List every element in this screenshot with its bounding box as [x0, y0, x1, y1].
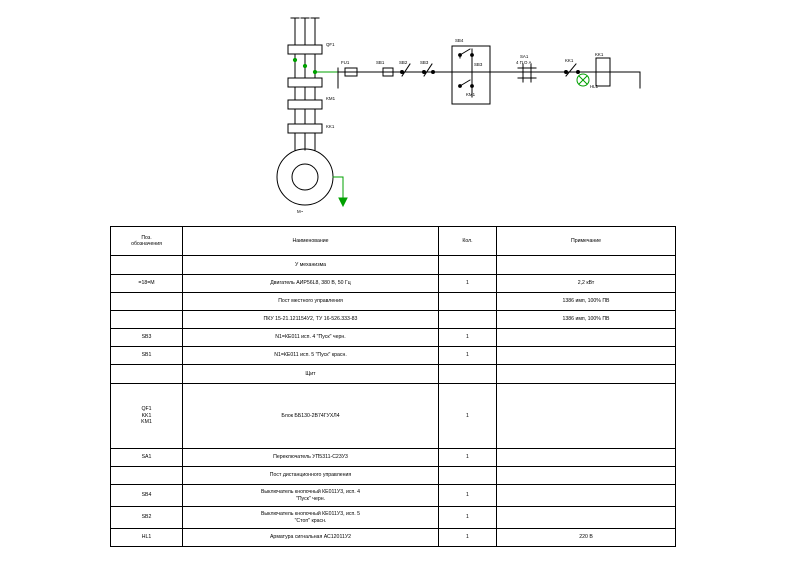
label-qf1: QF1	[326, 42, 335, 47]
cell-note	[497, 329, 676, 347]
cell-pos: HL1	[111, 529, 183, 547]
cell-note	[497, 485, 676, 507]
cell-pos	[111, 384, 183, 449]
cell-name-line: "Пуск" черн.	[295, 495, 326, 502]
label-fu1: FU1	[341, 60, 350, 65]
cell-qty: 1	[439, 449, 497, 467]
schematic-svg	[0, 0, 787, 222]
cell-qty: 1	[439, 347, 497, 365]
label-km1-aux: KM1	[466, 92, 476, 97]
cell-pos: SB2	[111, 507, 183, 529]
cell-pos	[111, 256, 183, 275]
cell-note	[497, 467, 676, 485]
cell-name	[183, 485, 439, 507]
label-sb2: SB2	[399, 60, 408, 65]
cell-pos	[111, 365, 183, 384]
cell-name: Арматура сигнальная АС12011У2	[183, 529, 439, 547]
electrical-schematic	[0, 0, 787, 222]
table-row	[111, 449, 676, 467]
header-qty: Кол.	[439, 227, 497, 256]
label-sb3-block: SB3	[474, 62, 483, 67]
cell-pos: SB3	[111, 329, 183, 347]
cell-qty: 1	[439, 275, 497, 293]
cell-name: Пост дистанционного управления	[183, 467, 439, 485]
cell-name-line: Выключатель кнопочный КЕ011У3, исп. 5	[260, 511, 361, 517]
cell-note: 220 В	[497, 529, 676, 547]
table-row	[111, 529, 676, 547]
table-row	[111, 256, 676, 275]
cell-pos-line: KM1	[141, 419, 152, 426]
cell-name: Блок ББ130-2В74ГУХЛ4	[183, 384, 439, 449]
cell-pos	[111, 293, 183, 311]
label-km1-coil: KK1	[595, 52, 604, 57]
label-sa1: SA1	[520, 54, 529, 59]
cell-qty: 1	[439, 329, 497, 347]
cell-pos: SB4	[111, 485, 183, 507]
cell-name: N1=КЕ011 исп. 4 "Пуск" черн.	[183, 329, 439, 347]
cell-note: 1386 имп, 100% ПВ	[497, 311, 676, 329]
table-row	[111, 347, 676, 365]
cell-note	[497, 256, 676, 275]
header-pos-line2: обозначения	[131, 241, 162, 247]
cell-qty: 1	[439, 485, 497, 507]
table-row	[111, 467, 676, 485]
label-kk1-contact: KK1	[565, 58, 574, 63]
cell-note	[497, 507, 676, 529]
table-header-row	[111, 227, 676, 256]
label-sa1-positions: 4 П О А	[516, 60, 532, 65]
label-sb4: SB4	[455, 38, 464, 43]
table-row	[111, 507, 676, 529]
cell-name	[183, 507, 439, 529]
table-row	[111, 329, 676, 347]
cell-note: 1386 имп, 100% ПВ	[497, 293, 676, 311]
label-kk1: KK1	[326, 124, 335, 129]
cell-qty: 1	[439, 529, 497, 547]
cell-name: ПКУ 15-21.121154У2, ТУ 16-526.333-83	[183, 311, 439, 329]
cell-name: Переключатель УП5311-С23У3	[183, 449, 439, 467]
cell-qty	[439, 256, 497, 275]
label-motor: M~	[297, 209, 304, 214]
specification-table	[110, 226, 676, 547]
cell-pos-line: KK1	[141, 412, 152, 419]
header-name: Наименование	[183, 227, 439, 256]
cell-qty	[439, 293, 497, 311]
cell-note	[497, 384, 676, 449]
cell-qty	[439, 467, 497, 485]
cell-note	[497, 365, 676, 384]
cell-qty	[439, 311, 497, 329]
cell-qty	[439, 365, 497, 384]
table-body	[111, 256, 676, 547]
cell-pos: SB1	[111, 347, 183, 365]
cell-name: N1=КЕ011 исп. 5 "Пуск" красн.	[183, 347, 439, 365]
table-row	[111, 365, 676, 384]
header-pos	[111, 227, 183, 256]
cell-name: Пост местного управления	[183, 293, 439, 311]
cell-note: 2,2 кВт	[497, 275, 676, 293]
cell-note	[497, 347, 676, 365]
cell-name-line: Выключатель кнопочный КЕ011У3, исп. 4	[260, 489, 361, 495]
cell-pos: =18=М	[111, 275, 183, 293]
header-note: Примечание	[497, 227, 676, 256]
table-row	[111, 485, 676, 507]
label-km1-power: KM1	[326, 96, 336, 101]
table-row	[111, 275, 676, 293]
cell-name-line: "Стоп" красн.	[294, 517, 327, 524]
cell-qty: 1	[439, 507, 497, 529]
cell-name: У механизма	[183, 256, 439, 275]
cell-pos	[111, 311, 183, 329]
cell-pos-line: QF1	[141, 406, 152, 413]
cell-pos: SA1	[111, 449, 183, 467]
table-row	[111, 293, 676, 311]
cell-note	[497, 449, 676, 467]
label-sb3: SB3	[420, 60, 429, 65]
table-row	[111, 384, 676, 449]
cell-qty: 1	[439, 384, 497, 449]
table-row	[111, 311, 676, 329]
cell-pos	[111, 467, 183, 485]
header-pos-line1: Поз.	[141, 234, 152, 241]
label-hl1: HL1	[590, 84, 599, 89]
cell-name: Щит	[183, 365, 439, 384]
label-sb1: SB1	[376, 60, 385, 65]
table-header	[111, 227, 676, 256]
cell-name: Двигатель АИР56L8, 380 В, 50 Гц	[183, 275, 439, 293]
